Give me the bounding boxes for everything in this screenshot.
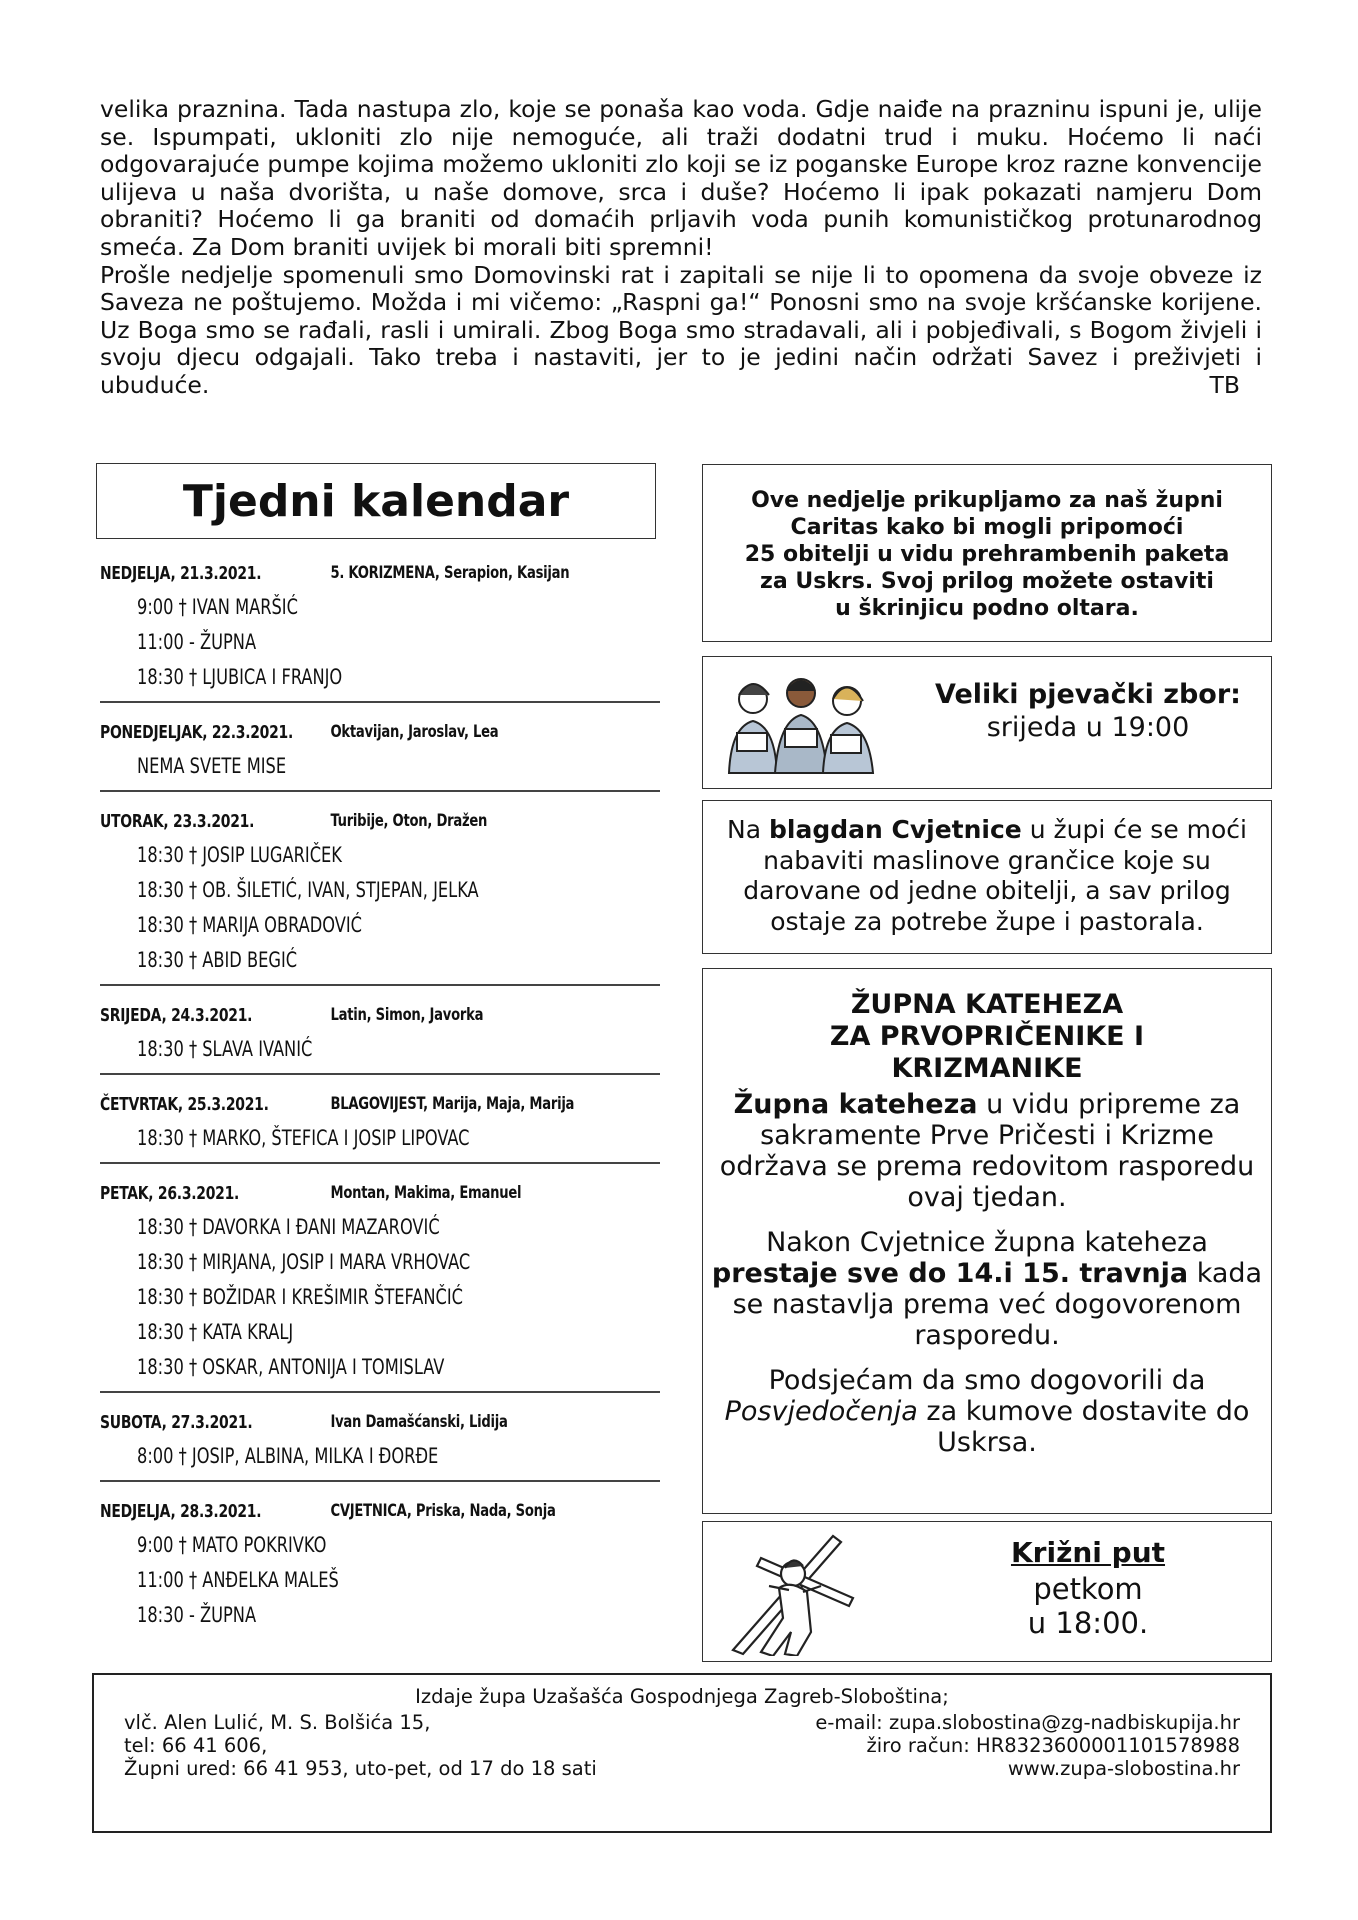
calendar-day-saints: Oktavijan, Jaroslav, Lea bbox=[330, 722, 499, 742]
mass-entry: 18:30 † KATA KRALJ bbox=[136, 1320, 294, 1344]
mass-entry: 18:30 † MIRJANA, JOSIP I MARA VRHOVAC bbox=[136, 1250, 471, 1274]
intro-paragraph-2-text: Prošle nedjelje spomenuli smo Domovinski rat i zapitali se nije li to opomena da svoje obveze iz Saveza ne poštujemo. Možda i mi vičemo: „Raspni ga!“ Ponosni smo na svoje kršćanske korijene. Uz Boga smo se rađali, rasli i umirali. Zbog Boga smo stradavali, ali i pobjeđivali, s Bogom živjeli i svoju djecu odgajali. Tako treba i nastaviti, jer to je jedini način održati Savez i preživjeti i ubuduće. bbox=[100, 260, 1262, 399]
calendar-day bbox=[100, 1494, 660, 1639]
mass-entry: 18:30 † DAVORKA I ĐANI MAZAROVIĆ bbox=[136, 1215, 440, 1239]
palm-text: u župi će se moći nabaviti maslinove grančice koje su darovane od jedne obitelji, a sav prilog ostaje za potrebe župe i pastorala. bbox=[743, 815, 1247, 936]
caritas-line: Caritas kako bi mogli pripomoći bbox=[790, 515, 1184, 540]
caritas-line: 25 obitelji u vidu prehrambenih paketa bbox=[744, 542, 1230, 567]
mass-entry: 8:00 † JOSIP, ALBINA, MILKA I ĐORĐE bbox=[136, 1444, 439, 1468]
mass-entry: 18:30 † OB. ŠILETIĆ, IVAN, STJEPAN, JELKA bbox=[136, 878, 479, 902]
footer-left bbox=[124, 1711, 597, 1780]
publisher-line: Izdaje župa Uzašašća Gospodnjega Zagreb-Sloboština; bbox=[415, 1685, 949, 1708]
calendar-title: Tjedni kalendar bbox=[182, 475, 570, 527]
mass-entry: 18:30 † LJUBICA I FRANJO bbox=[136, 665, 343, 689]
calendar-day-saints: CVJETNICA, Priska, Nada, Sonja bbox=[330, 1501, 556, 1521]
calendar-title-box bbox=[96, 463, 656, 539]
calendar-day-header bbox=[100, 998, 659, 1032]
catechesis-p1-text: u vidu pripreme za sakramente Prve Pričesti i Krizme održava se prema redovitom rasporedu ovaj tjedan. bbox=[719, 1089, 1255, 1213]
calendar-day-date: ČETVRTAK, 25.3.2021. bbox=[100, 1093, 269, 1115]
calendar-day-saints: 5. KORIZMENA, Serapion, Kasijan bbox=[330, 563, 570, 583]
calendar-day bbox=[100, 804, 660, 986]
calendar-day-saints: BLAGOVIJEST, Marija, Maja, Marija bbox=[330, 1094, 575, 1114]
caritas-line: za Uskrs. Svoj prilog možete ostaviti bbox=[760, 569, 1214, 594]
choir-title: Veliki pjevački zbor: bbox=[935, 679, 1241, 710]
catechesis-p2-bold: prestaje sve do 14.i 15. travnja bbox=[711, 1258, 1189, 1289]
priest-address: vlč. Alen Lulić, M. S. Bolšića 15, bbox=[124, 1711, 431, 1734]
email: e-mail: zupa.slobostina@zg-nadbiskupija.hr bbox=[815, 1711, 1240, 1734]
catechesis-p3-start: Podsjećam da smo dogovorili da bbox=[768, 1365, 1206, 1396]
calendar-day bbox=[100, 1405, 660, 1482]
catechesis-paragraph-2 bbox=[703, 1227, 1271, 1351]
catechesis-heading-2: ZA PRVOPRIČENIKE I bbox=[829, 1021, 1145, 1052]
phone: tel: 66 41 606, bbox=[124, 1734, 268, 1757]
catechesis-heading-1: ŽUPNA KATEHEZA bbox=[850, 989, 1124, 1020]
mass-entry: 18:30 - ŽUPNA bbox=[136, 1603, 257, 1627]
calendar-day-header bbox=[100, 1405, 659, 1439]
calendar-day bbox=[100, 998, 660, 1075]
intro-paragraph-1: velika praznina. Tada nastupa zlo, koje se ponaša kao voda. Gdje naiđe na prazninu ispuni je, ulije se. Ispumpati, ukloniti zlo nije nemoguće, ali traži dodatni trud i muku. Hoćemo li naći odgovarajuće pumpe kojima možemo ukloniti zlo koji se iz poganske Europe kroz razne konvencije ulijeva u naša dvorišta, u naše domove, srca i duše? Hoćemo li ipak pokazati namjeru Dom obraniti? Hoćemo li ga braniti od domaćih prljavih voda punih komunističkog protunarodnog smeća. Za Dom braniti uvijek bi morali biti spremni! bbox=[100, 95, 1262, 261]
calendar-day-saints: Turibije, Oton, Dražen bbox=[330, 811, 488, 831]
choir-time: srijeda u 19:00 bbox=[986, 712, 1190, 743]
footer-right bbox=[815, 1711, 1240, 1780]
catechesis-notice bbox=[702, 968, 1272, 1514]
catechesis-p3-italic: Posvjedočenja bbox=[724, 1396, 918, 1427]
calendar-day-header bbox=[100, 1087, 659, 1121]
mass-entry: 18:30 † MARKO, ŠTEFICA I JOSIP LIPOVAC bbox=[136, 1126, 470, 1150]
way-of-cross-day: petkom bbox=[1033, 1572, 1143, 1606]
weekly-calendar bbox=[100, 556, 660, 1651]
mass-entry: NEMA SVETE MISE bbox=[136, 754, 287, 778]
calendar-day-saints: Latin, Simon, Javorka bbox=[330, 1005, 484, 1025]
mass-entry: 18:30 † JOSIP LUGARIČEK bbox=[136, 843, 342, 867]
way-of-cross-notice bbox=[702, 1521, 1272, 1662]
caritas-notice bbox=[702, 464, 1272, 642]
way-of-cross-title: Križni put bbox=[1010, 1536, 1166, 1569]
mass-entry: 9:00 † IVAN MARŠIĆ bbox=[136, 595, 298, 619]
calendar-day bbox=[100, 1176, 660, 1393]
mass-entry: 18:30 † SLAVA IVANIĆ bbox=[136, 1037, 313, 1061]
calendar-day-date: PONEDJELJAK, 22.3.2021. bbox=[100, 721, 294, 743]
calendar-day bbox=[100, 556, 660, 703]
calendar-day-date: SUBOTA, 27.3.2021. bbox=[100, 1411, 253, 1433]
choir-singers-icon bbox=[715, 669, 885, 779]
calendar-day-saints: Ivan Damašćanski, Lidija bbox=[330, 1412, 508, 1432]
intro-text bbox=[100, 96, 1262, 400]
calendar-day bbox=[100, 715, 660, 792]
catechesis-p2-text: kada se nastavlja prema već dogovorenom rasporedu. bbox=[732, 1258, 1263, 1351]
caritas-line: u škrinjicu podno oltara. bbox=[835, 596, 1139, 621]
mass-entry: 18:30 † ABID BEGIĆ bbox=[136, 948, 298, 972]
palm-sunday-notice bbox=[702, 800, 1272, 954]
website: www.zupa-slobostina.hr bbox=[1007, 1757, 1240, 1780]
cross-carrying-icon bbox=[721, 1528, 871, 1656]
signature: TB bbox=[1209, 370, 1240, 399]
mass-entry: 18:30 † BOŽIDAR I KREŠIMIR ŠTEFANČIĆ bbox=[136, 1285, 463, 1309]
calendar-day-header bbox=[100, 804, 659, 838]
mass-entry: 9:00 † MATO POKRIVKO bbox=[136, 1533, 327, 1557]
choir-notice bbox=[702, 656, 1272, 789]
mass-entry: 18:30 † OSKAR, ANTONIJA I TOMISLAV bbox=[136, 1355, 445, 1379]
catechesis-paragraph-3 bbox=[703, 1365, 1271, 1458]
calendar-day-date: UTORAK, 23.3.2021. bbox=[100, 810, 255, 832]
calendar-day-date: PETAK, 26.3.2021. bbox=[100, 1182, 240, 1204]
catechesis-paragraph-1 bbox=[703, 1089, 1271, 1213]
bank-account: žiro račun: HR8323600001101578988 bbox=[866, 1734, 1240, 1757]
calendar-day-header bbox=[100, 1176, 659, 1210]
intro-paragraph-2 bbox=[100, 262, 1262, 400]
catechesis-p1-bold: Župna kateheza bbox=[733, 1089, 978, 1120]
calendar-day-date: SRIJEDA, 24.3.2021. bbox=[100, 1004, 253, 1026]
catechesis-heading-3: KRIZMANIKE bbox=[891, 1053, 1083, 1084]
calendar-day bbox=[100, 1087, 660, 1164]
way-of-cross-time: u 18:00. bbox=[1027, 1606, 1149, 1640]
office-hours: Župni ured: 66 41 953, uto-pet, od 17 do 18 sati bbox=[124, 1757, 597, 1780]
calendar-day-header bbox=[100, 1494, 659, 1528]
calendar-day-saints: Montan, Makima, Emanuel bbox=[330, 1183, 522, 1203]
publisher-footer bbox=[92, 1673, 1272, 1833]
palm-prefix: Na bbox=[727, 815, 769, 844]
calendar-day-header bbox=[100, 556, 659, 590]
catechesis-p3-text: za kumove dostavite do Uskrsa. bbox=[917, 1396, 1250, 1458]
mass-entry: 11:00 † ANĐELKA MALEŠ bbox=[136, 1568, 339, 1592]
mass-entry: 11:00 - ŽUPNA bbox=[136, 630, 257, 654]
catechesis-p2-start: Nakon Cvjetnice župna kateheza bbox=[766, 1227, 1208, 1258]
calendar-day-header bbox=[100, 715, 659, 749]
caritas-line: Ove nedjelje prikupljamo za naš župni bbox=[751, 488, 1223, 513]
mass-entry: 18:30 † MARIJA OBRADOVIĆ bbox=[136, 913, 363, 937]
palm-bold: blagdan Cvjetnice bbox=[768, 815, 1022, 844]
calendar-day-date: NEDJELJA, 21.3.2021. bbox=[100, 562, 262, 584]
calendar-day-date: NEDJELJA, 28.3.2021. bbox=[100, 1500, 262, 1522]
